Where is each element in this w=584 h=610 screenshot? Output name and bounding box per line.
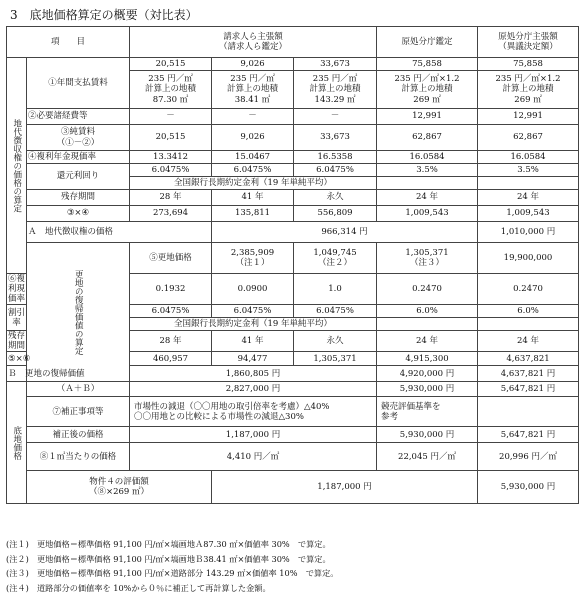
- product-value: 556,809: [294, 206, 377, 222]
- product2-value: 94,477: [212, 352, 294, 366]
- header-claimant: 請求人ら主張額 （請求人ら鑑定）: [130, 27, 377, 58]
- product-label: ③×④: [27, 206, 130, 222]
- term2-value: 永久: [294, 331, 377, 352]
- B-value: 1,860,805 円: [130, 366, 377, 382]
- annuity-value: 16.5358: [294, 151, 377, 164]
- adjusted-label: 補正後の価格: [27, 427, 130, 443]
- yield-value: 3.5%: [377, 164, 478, 177]
- expenses-value: 12,991: [478, 109, 579, 125]
- term-value: 28 年: [130, 190, 212, 206]
- expenses-label: ②必要諸経費等: [27, 109, 130, 125]
- net-rent-value: 33,673: [294, 125, 377, 151]
- AB-value: 2,827,000 円: [130, 382, 377, 397]
- rent-calc: 235 円／㎡ 計算上の地積 143.29 ㎡: [294, 71, 377, 109]
- vacant-value: 1,049,745 （注２）: [294, 243, 377, 274]
- expenses-value: －: [212, 109, 294, 125]
- term-label: 残存期間: [27, 190, 130, 206]
- discount-value: 6.0475%: [130, 305, 212, 318]
- rent-calc: 235 円／㎡×1.2 計算上の地積 269 ㎡: [478, 71, 579, 109]
- footnote: (注３) 更地価格＝標準価格 91,100 円/㎡×道路部分 143.29 ㎡×価値率 10% で算定。: [6, 568, 339, 579]
- expenses-value: 12,991: [377, 109, 478, 125]
- annuity-value: 16.0584: [478, 151, 579, 164]
- yield-value: 3.5%: [478, 164, 579, 177]
- empty-cell: [377, 177, 478, 190]
- vacant-label: ⑤更地価格: [130, 243, 212, 274]
- AB-label: （Ａ＋Ｂ）: [27, 382, 130, 397]
- rent-value: 75,858: [377, 58, 478, 71]
- term2-value: 41 年: [212, 331, 294, 352]
- property-value: 1,187,000 円: [212, 471, 478, 504]
- rent-value: 9,026: [212, 58, 294, 71]
- page-title: 3 底地価格算定の概要（対比表）: [10, 8, 198, 22]
- rent-calc: 235 円／㎡ 計算上の地積 87.30 ㎡: [130, 71, 212, 109]
- adjust-label: ⑦補正事項等: [27, 397, 130, 427]
- net-rent-value: 9,026: [212, 125, 294, 151]
- AB-value: 5,647,821 円: [478, 382, 579, 397]
- side-label-bottom-price: 底地価格: [7, 382, 27, 504]
- discount-value: 6.0475%: [294, 305, 377, 318]
- term-value: 24 年: [377, 190, 478, 206]
- net-rent-label: ③純賃料 （①－②）: [27, 125, 130, 151]
- adjusted-value: 5,930,000 円: [377, 427, 478, 443]
- AB-value: 5,930,000 円: [377, 382, 478, 397]
- term2-value: 24 年: [478, 331, 579, 352]
- net-rent-value: 62,867: [377, 125, 478, 151]
- footnotes: [6, 537, 338, 595]
- net-rent-value: 20,515: [130, 125, 212, 151]
- empty-cell: [478, 318, 579, 331]
- yield-value: 6.0475%: [130, 164, 212, 177]
- deferral-value: 0.2470: [377, 274, 478, 305]
- product-value: 1,009,543: [377, 206, 478, 222]
- A-label: Ａ 地代徴収権の価格: [27, 222, 212, 243]
- rent-value: 75,858: [478, 58, 579, 71]
- annuity-value: 15.0467: [212, 151, 294, 164]
- product2-value: 460,957: [130, 352, 212, 366]
- per-sqm-label: ⑧１㎡当たりの価格: [27, 443, 130, 471]
- header-office: 原処分庁鑑定: [377, 27, 478, 58]
- footnote: (注２) 更地価格＝標準価格 91,100 円/㎡×塙画地Ｂ38.41 ㎡×価値率 30% で算定。: [6, 553, 331, 564]
- B-value: 4,920,000 円: [377, 366, 478, 382]
- term-value: 24 年: [478, 190, 579, 206]
- footnote: (注４) 道路部分の価値率を 10%から０％に補正して再計算した金額。: [6, 582, 271, 593]
- expenses-value: －: [130, 109, 212, 125]
- term2-value: 28 年: [130, 331, 212, 352]
- rent-value: 20,515: [130, 58, 212, 71]
- property-label: 物件４の評価額 （⑧×269 ㎡）: [27, 471, 212, 504]
- comparison-table: [6, 26, 579, 504]
- rent-value: 33,673: [294, 58, 377, 71]
- footnote: (注１) 更地価格＝標準価格 91,100 円/㎡×塙画地Ａ87.30 ㎡×価値率 30% で算定。: [6, 539, 331, 549]
- deferral-value: 0.0900: [212, 274, 294, 305]
- per-sqm-value: 22,045 円／㎡: [377, 443, 478, 471]
- product-value: 135,811: [212, 206, 294, 222]
- yield-note: 全国銀行長期約定金利（19 年単純平均）: [130, 177, 377, 190]
- product-value: 273,694: [130, 206, 212, 222]
- header-office-claim: 原処分庁主張額 （異議決定額）: [478, 27, 579, 58]
- expenses-value: －: [294, 109, 377, 125]
- rent-calc: 235 円／㎡×1.2 計算上の地積 269 ㎡: [377, 71, 478, 109]
- A-value: 1,010,000 円: [478, 222, 579, 243]
- rent-label: ①年間支払賃料: [27, 58, 130, 109]
- discount-value: 6.0475%: [212, 305, 294, 318]
- per-sqm-value: 4,410 円／㎡: [130, 443, 377, 471]
- B-label: Ｂ 更地の復帰価値: [7, 366, 130, 382]
- product2-value: 1,305,371: [294, 352, 377, 366]
- vacant-value: 2,385,909 （注１）: [212, 243, 294, 274]
- adjusted-value: 5,647,821 円: [478, 427, 579, 443]
- empty-cell: [377, 318, 478, 331]
- vacant-value: 1,305,371 （注３）: [377, 243, 478, 274]
- rent-calc: 235 円／㎡ 計算上の地積 38.41 ㎡: [212, 71, 294, 109]
- adjust-value: 競売評価基準を 参考: [377, 397, 478, 427]
- side-label-reversion: 更地の復帰価値の算定: [27, 243, 130, 382]
- product2-value: 4,637,821: [478, 352, 579, 366]
- A-value: 966,314 円: [212, 222, 478, 243]
- adjust-value: 市場性の減退（〇〇用地の取引倍率を考慮）△40% 〇〇用地との比較による市場性の減退△30%: [130, 397, 377, 427]
- empty-cell: [478, 177, 579, 190]
- product-value: 1,009,543: [478, 206, 579, 222]
- discount-note: 全国銀行長期約定金利（19 年単純平均）: [130, 318, 377, 331]
- discount-value: 6.0%: [377, 305, 478, 318]
- term2-value: 24 年: [377, 331, 478, 352]
- yield-value: 6.0475%: [212, 164, 294, 177]
- adjust-value: [478, 397, 579, 427]
- product2-value: 4,915,300: [377, 352, 478, 366]
- term-value: 永久: [294, 190, 377, 206]
- net-rent-value: 62,867: [478, 125, 579, 151]
- B-value: 4,637,821 円: [478, 366, 579, 382]
- side-label-land-price: 地代徴収権の価格の算定: [7, 58, 27, 274]
- annuity-value: 13.3412: [130, 151, 212, 164]
- deferral-value: 0.2470: [478, 274, 579, 305]
- yield-label: 還元利回り: [27, 164, 130, 190]
- annuity-value: 16.0584: [377, 151, 478, 164]
- vacant-value: 19,900,000: [478, 243, 579, 274]
- deferral-label: ⑥複利現価率: [8, 274, 26, 305]
- adjusted-value: 1,187,000 円: [130, 427, 377, 443]
- deferral-value: 0.1932: [130, 274, 212, 305]
- discount-label: 割引率: [7, 305, 27, 331]
- deferral-value: 1.0: [294, 274, 377, 305]
- property-value: 5,930,000 円: [478, 471, 579, 504]
- per-sqm-value: 20,996 円／㎡: [478, 443, 579, 471]
- term2-label: 残存期間: [8, 331, 26, 352]
- term-value: 41 年: [212, 190, 294, 206]
- product2-label: ⑤×⑥: [7, 352, 27, 366]
- discount-value: 6.0%: [478, 305, 579, 318]
- yield-value: 6.0475%: [294, 164, 377, 177]
- annuity-label: ④複利年金現価率: [27, 151, 130, 164]
- header-item: 項 目: [7, 27, 130, 58]
